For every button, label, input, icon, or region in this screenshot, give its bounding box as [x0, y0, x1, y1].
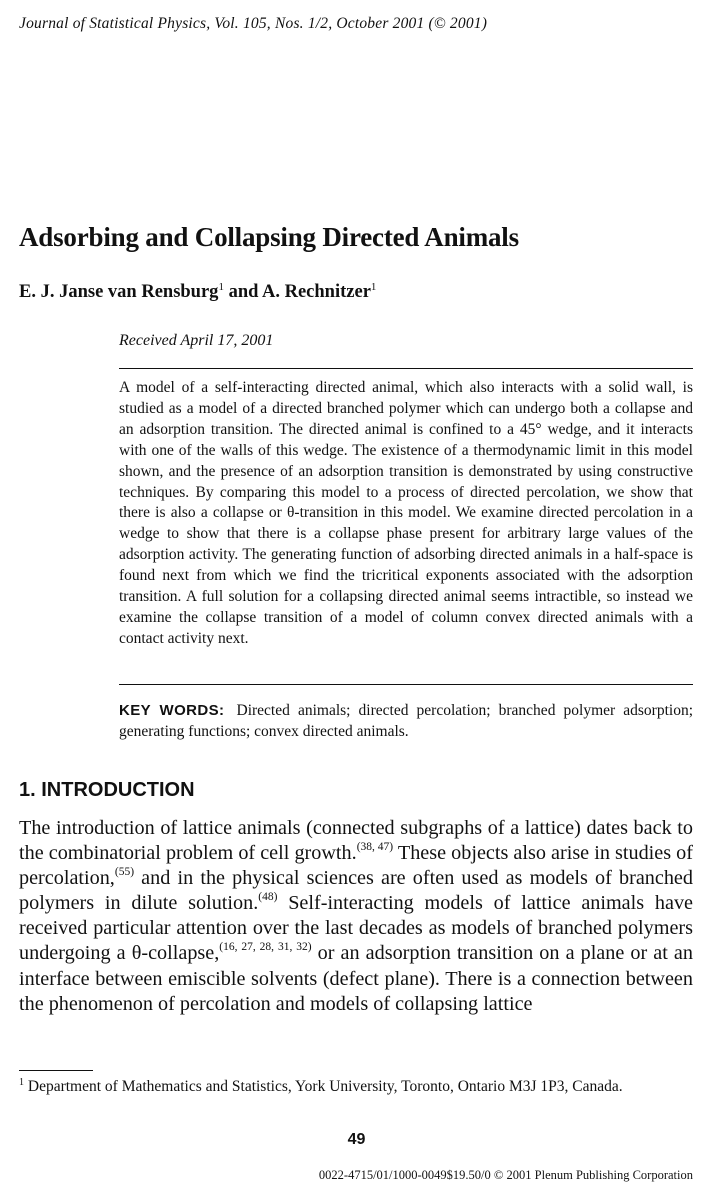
author-conjunction: and	[228, 282, 259, 302]
footnote-rule	[19, 1070, 93, 1071]
introduction-paragraph	[19, 816, 693, 1017]
citation: (16, 27, 28, 31, 32)	[219, 941, 312, 954]
citation: (38, 47)	[356, 841, 394, 854]
section-heading: 1. INTRODUCTION	[19, 779, 195, 801]
received-date: Received April 17, 2001	[119, 332, 274, 349]
abstract-top-rule	[119, 368, 693, 369]
journal-header: Journal of Statistical Physics, Vol. 105, Nos. 1/2, October 2001 (© 2001)	[19, 15, 488, 32]
footnote-text: Department of Mathematics and Statistics, York University, Toronto, Ontario M3J 1P3, Canada.	[27, 1078, 623, 1095]
footnote	[19, 1076, 693, 1097]
author-name: A. Rechnitzer	[262, 282, 371, 302]
keywords-label: KEY WORDS:	[119, 702, 225, 719]
intro-text: Self-interacting models of lattice animals have received particular attention over the last decades as models of branched polymers undergoing a θ-collapse,	[19, 892, 693, 965]
author-name: E. J. Janse van Rensburg	[19, 282, 219, 302]
abstract-text: A model of a self-interacting directed animal, which also interacts with a solid wall, is studied as a model of a directed branched polymer which can undergo both a collapse and an adsorption transition. The directed animal is confined to a 45° wedge, and it interacts with one of the walls of this wedge. The existence of a thermodynamic limit in this model shown, and the presence of an adsorption transition is demonstrated by using constructive techniques. By comparing this model to a process of directed percolation, we show that there is also a collapse or θ-transition in this model. We examine directed percolation in a wedge to show that there is a collapse phase present for arbitrary large values of the adsorption activity. The generating function of adsorbing directed animals in a half-space is found next from which we find the tricritical exponents associated with the adsorption transition. A full solution for a collapsing directed animal seems intractible, so instead we examine the collapse transition of a model of column convex directed animals with a contact activity next.	[119, 379, 693, 647]
intro-text: The introduction of lattice animals (connected subgraphs of a lattice) dates back to the combinatorial problem of cell growth.	[19, 817, 693, 865]
footnote-marker: 1	[19, 1077, 24, 1088]
citation: (48)	[258, 891, 278, 904]
intro-text: These objects also arise in studies of percolation,	[19, 842, 693, 890]
keywords-text: Directed animals; directed percolation; branched polymer adsorption; generating functions; convex directed animals.	[119, 702, 693, 740]
author-line	[19, 282, 699, 303]
article-title: Adsorbing and Collapsing Directed Animals	[19, 222, 519, 252]
copyright-line: 0022-4715/01/1000-0049$19.50/0 © 2001 Plenum Publishing Corporation	[318, 1168, 693, 1182]
intro-text: and in the physical sciences are often used as models of branched polymers in dilute solution.	[19, 867, 693, 915]
intro-text: or an adsorption transition on a plane or at an interface between emiscible solvents (defect plane). There is a connection between the phenomenon of percolation and models of collapsing lattice	[19, 942, 693, 1015]
page-number: 49	[347, 1131, 366, 1148]
keywords	[119, 700, 693, 742]
affiliation-marker: 1	[218, 281, 224, 293]
affiliation-marker: 1	[370, 281, 377, 293]
abstract-bottom-rule	[119, 684, 693, 685]
citation: (55)	[114, 866, 135, 879]
